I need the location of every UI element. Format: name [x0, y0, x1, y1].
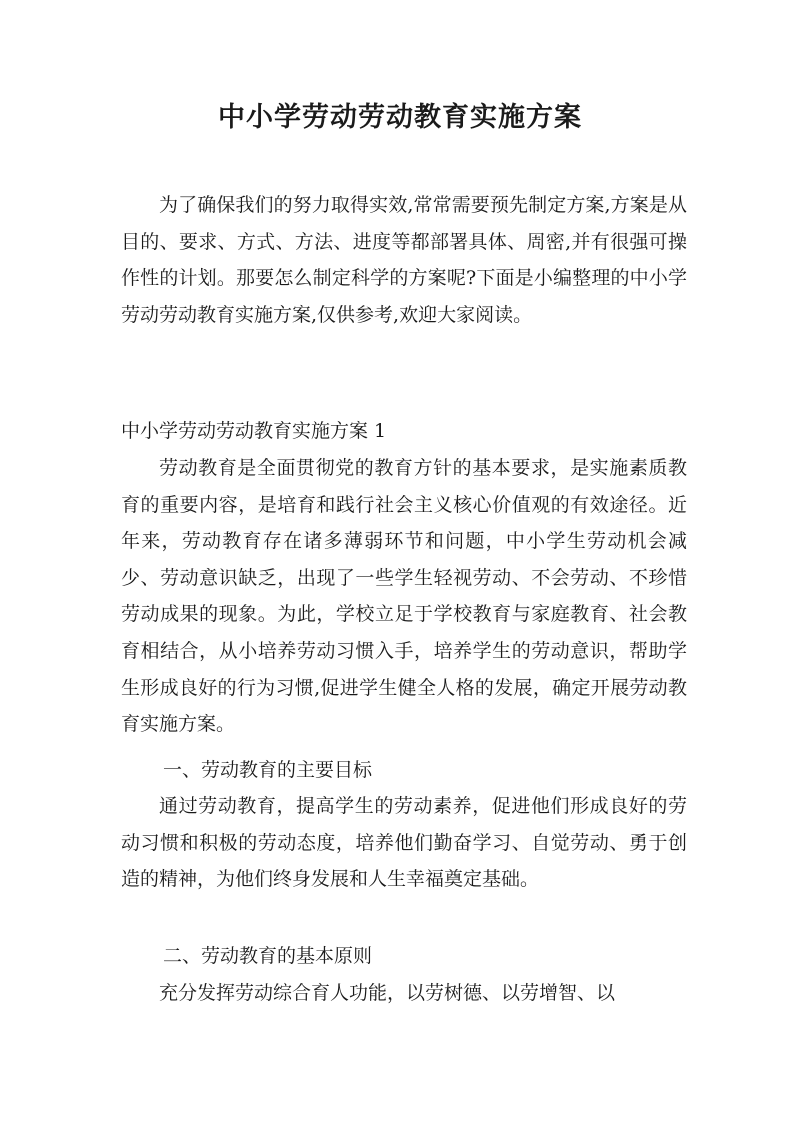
heading-basic-principles: 二、劳动教育的基本原则: [163, 945, 373, 967]
heading-main-goals: 一、劳动教育的主要目标: [163, 759, 373, 781]
intro-paragraph: 为了确保我们的努力取得实效,常常需要预先制定方案,方案是从目的、要求、方式、方法、进度等都部署具体、周密,并有很强可操作性的计划。那要怎么制定科学的方案呢?下面是小编整理的中小学劳动劳动教育实施方案,仅供参考,欢迎大家阅读。: [121, 194, 687, 326]
section-title: 中小学劳动劳动教育实施方案 1: [121, 420, 387, 442]
section-body-paragraph: 劳动教育是全面贯彻党的教育方针的基本要求，是实施素质教育的重要内容，是培育和践行社会主义核心价值观的有效途径。近年来，劳动教育存在诸多薄弱环节和问题，中小学生劳动机会减少、劳动意识缺乏，出现了一些学生轻视劳动、不会劳动、不珍惜劳动成果的现象。为此，学校立足于学校教育与家庭教育、社会教育相结合，从小培养劳动习惯入手，培养学生的劳动意识，帮助学生形成良好的行为习惯,促进学生健全人格的发展，确定开展劳动教育实施方案。: [121, 457, 687, 736]
basic-principles-paragraph: 充分发挥劳动综合育人功能，以劳树德、以劳增智、以: [159, 982, 616, 1004]
document-title: 中小学劳动劳动教育实施方案: [218, 102, 582, 133]
main-goals-paragraph: 通过劳动教育，提高学生的劳动素养，促进他们形成良好的劳动习惯和积极的劳动态度，培养他们勤奋学习、自觉劳动、勇于创造的精神，为他们终身发展和人生幸福奠定基础。: [121, 795, 687, 891]
